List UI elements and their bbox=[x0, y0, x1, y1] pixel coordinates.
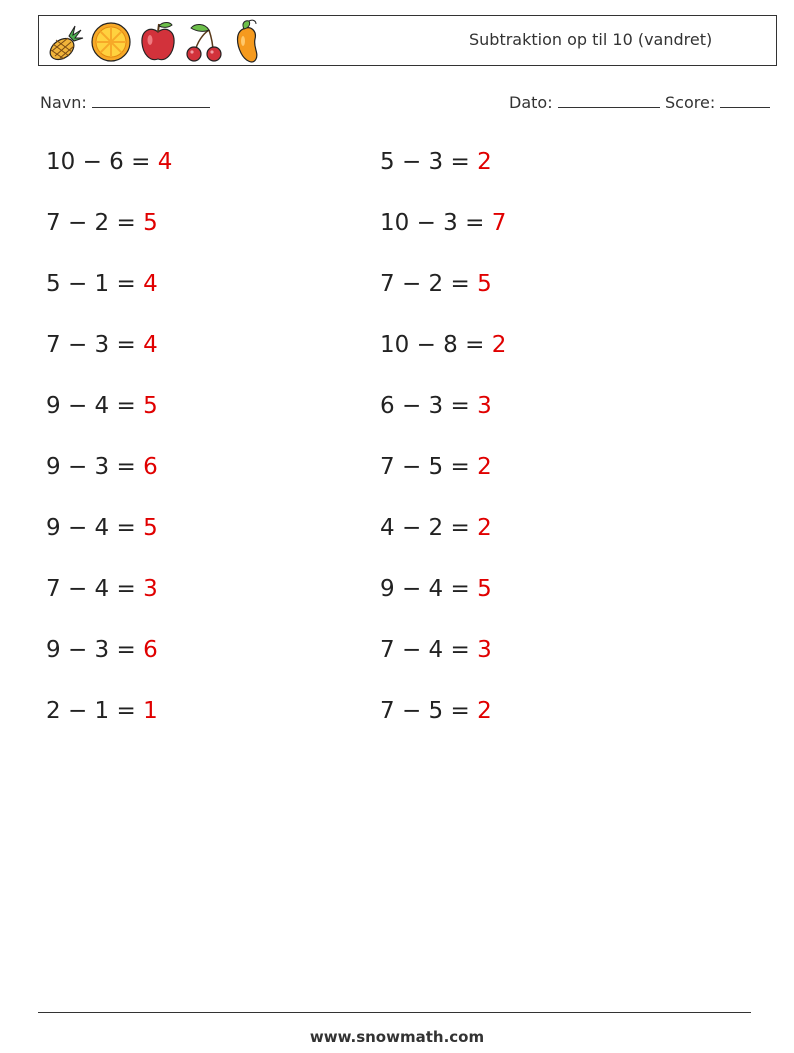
problem-answer: 5 bbox=[477, 271, 492, 297]
problem-answer: 3 bbox=[477, 393, 492, 419]
problem bbox=[46, 389, 172, 450]
problem-question: 7 − 3 = bbox=[46, 332, 144, 358]
problem-answer: 6 bbox=[143, 637, 158, 663]
problem-question: 9 − 4 = bbox=[46, 515, 144, 541]
problem-question: 9 − 4 = bbox=[46, 393, 144, 419]
problem-question: 7 − 5 = bbox=[380, 454, 478, 480]
problem-answer: 4 bbox=[157, 149, 173, 175]
problem bbox=[380, 267, 506, 328]
problem bbox=[46, 572, 172, 633]
problem-column-right bbox=[380, 145, 506, 755]
problem-answer: 5 bbox=[143, 210, 158, 236]
problem-question: 10 − 8 = bbox=[380, 332, 492, 358]
problem bbox=[380, 694, 506, 755]
score-field bbox=[665, 93, 770, 112]
mango-icon bbox=[229, 19, 271, 65]
problem-answer: 7 bbox=[491, 210, 507, 236]
problem bbox=[380, 328, 506, 389]
problem bbox=[380, 450, 506, 511]
orange-slice-icon bbox=[89, 20, 133, 64]
problem-answer: 6 bbox=[143, 454, 158, 480]
pineapple-icon bbox=[45, 22, 85, 62]
footer-website[interactable]: www.snowmath.com bbox=[309, 1028, 485, 1046]
score-label: Score: bbox=[665, 93, 716, 112]
problem-answer: 5 bbox=[143, 393, 158, 419]
date-line[interactable] bbox=[558, 93, 660, 108]
problem-question: 5 − 3 = bbox=[380, 149, 478, 175]
apple-icon bbox=[137, 20, 179, 64]
problem-answer: 4 bbox=[143, 332, 158, 358]
problem-answer: 2 bbox=[477, 515, 492, 541]
problem-question: 7 − 2 = bbox=[380, 271, 478, 297]
problem bbox=[46, 145, 172, 206]
problem-question: 10 − 3 = bbox=[380, 210, 492, 236]
date-label: Dato: bbox=[509, 93, 553, 112]
name-field bbox=[40, 93, 210, 112]
problem-question: 7 − 5 = bbox=[380, 698, 478, 724]
problem-answer: 2 bbox=[491, 332, 507, 358]
problem-question: 7 − 4 = bbox=[46, 576, 144, 602]
problem-column-left bbox=[46, 145, 172, 755]
problem-question: 4 − 2 = bbox=[380, 515, 478, 541]
problem-answer: 5 bbox=[477, 576, 492, 602]
problem bbox=[380, 206, 506, 267]
problem-question: 10 − 6 = bbox=[46, 149, 158, 175]
worksheet-title: Subtraktion op til 10 (vandret) bbox=[469, 30, 713, 49]
problem-question: 6 − 3 = bbox=[380, 393, 478, 419]
problem-question: 2 − 1 = bbox=[46, 698, 144, 724]
problem bbox=[380, 511, 506, 572]
problem bbox=[46, 450, 172, 511]
problem-answer: 3 bbox=[143, 576, 158, 602]
problem bbox=[46, 328, 172, 389]
problem-question: 9 − 3 = bbox=[46, 454, 144, 480]
problem bbox=[46, 206, 172, 267]
problem bbox=[380, 572, 506, 633]
problem-answer: 3 bbox=[477, 637, 492, 663]
problem bbox=[46, 511, 172, 572]
cherries-icon bbox=[183, 20, 225, 64]
problem-question: 9 − 4 = bbox=[380, 576, 478, 602]
problem bbox=[380, 145, 506, 206]
footer-divider bbox=[38, 1012, 751, 1013]
header-box bbox=[38, 15, 777, 66]
score-line[interactable] bbox=[720, 93, 770, 108]
name-label: Navn: bbox=[40, 93, 87, 112]
problem bbox=[380, 389, 506, 450]
problem-question: 5 − 1 = bbox=[46, 271, 144, 297]
problem-answer: 4 bbox=[143, 271, 158, 297]
problem-question: 7 − 2 = bbox=[46, 210, 144, 236]
problem-answer: 2 bbox=[477, 149, 492, 175]
problem-answer: 1 bbox=[143, 698, 158, 724]
problem-answer: 2 bbox=[477, 454, 492, 480]
date-field bbox=[509, 93, 660, 112]
name-line[interactable] bbox=[92, 93, 210, 108]
problem bbox=[46, 694, 172, 755]
problem bbox=[380, 633, 506, 694]
problem-answer: 5 bbox=[143, 515, 158, 541]
fruit-icons bbox=[45, 19, 271, 65]
problem bbox=[46, 633, 172, 694]
problem-question: 7 − 4 = bbox=[380, 637, 478, 663]
problem-answer: 2 bbox=[477, 698, 492, 724]
problem-question: 9 − 3 = bbox=[46, 637, 144, 663]
problem bbox=[46, 267, 172, 328]
